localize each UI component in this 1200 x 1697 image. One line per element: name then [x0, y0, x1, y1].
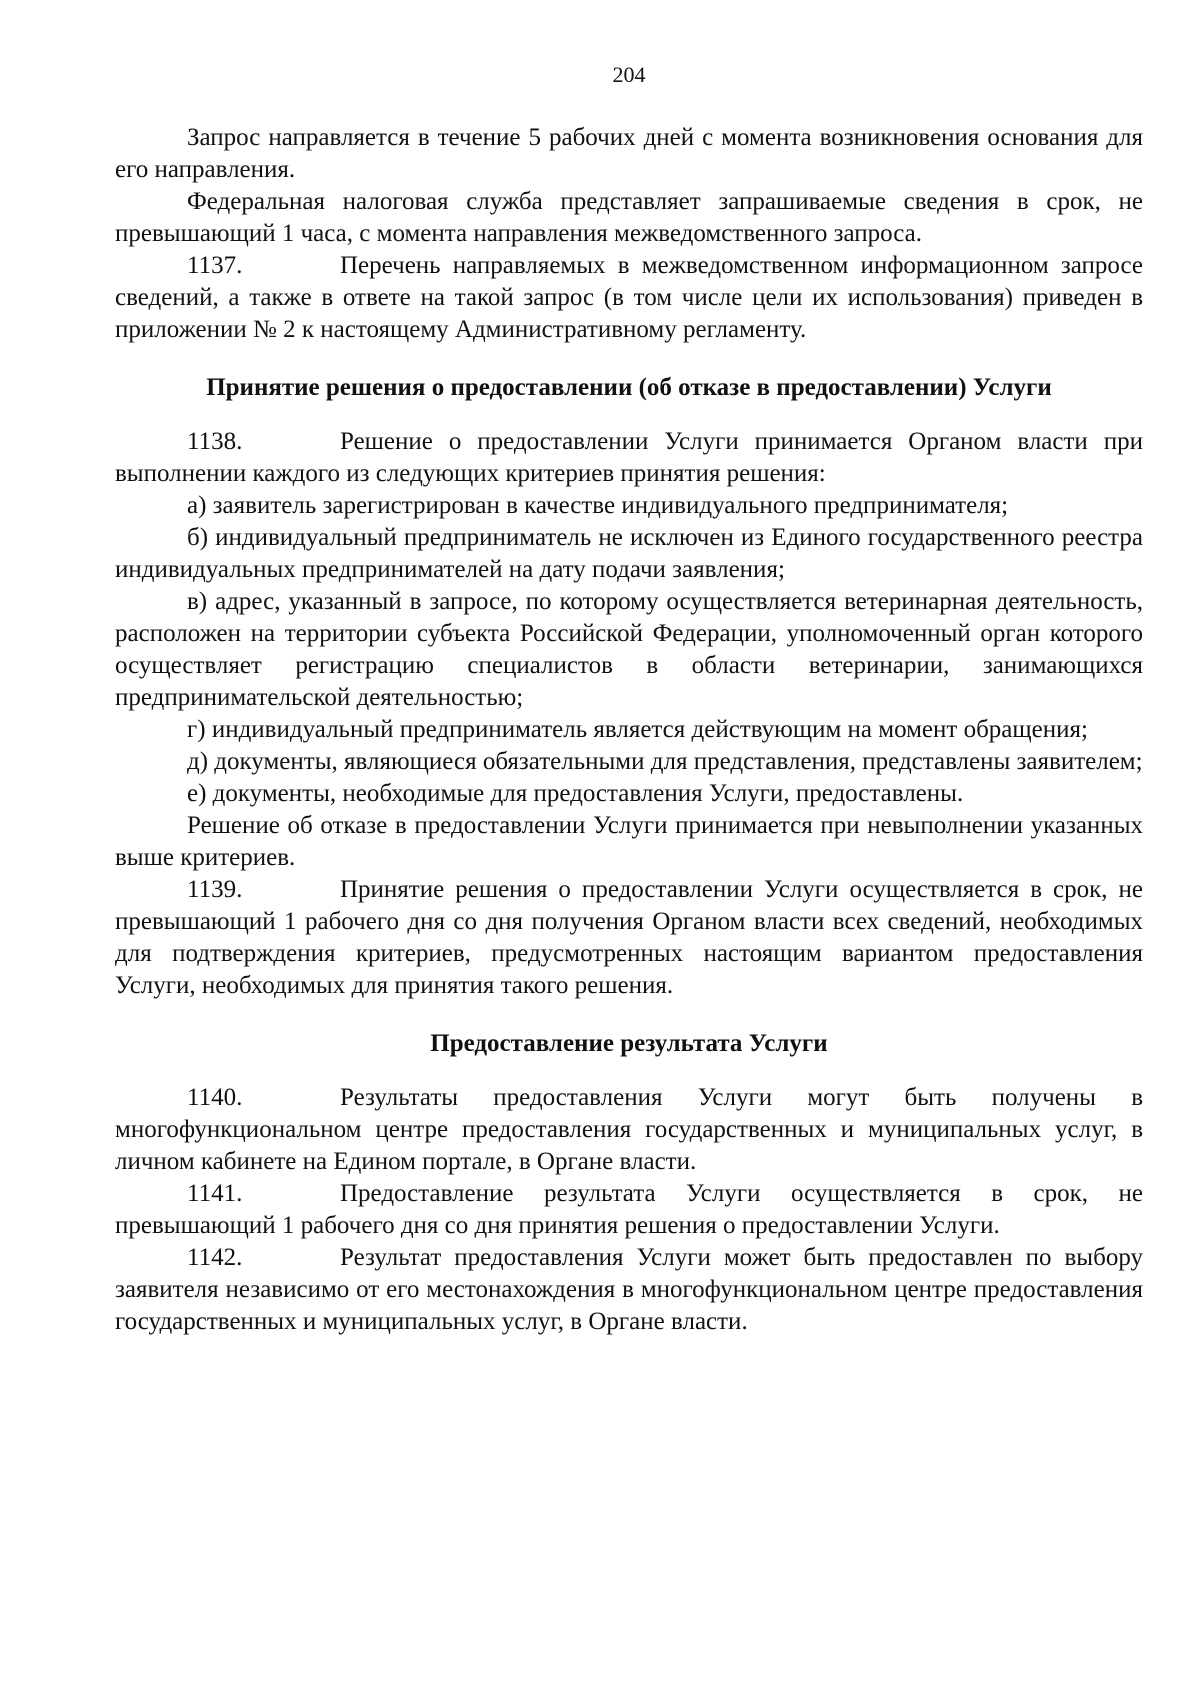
paragraph-1139 [115, 874, 1143, 1002]
page-number: 204 [612, 62, 646, 87]
paragraph-text: Принятие решения о предоставлении Услуги осуществляется в срок, не превышающий 1 рабочего дня со дня получения Органом власти всех сведений, необходимых для подтверждения критериев, предусмотренных настоящим вариантом предоставления Услуги, необходимых для принятия такого решения. [115, 876, 1143, 999]
paragraph-number: 1141. [187, 1180, 243, 1207]
paragraph-1141 [115, 1178, 1143, 1242]
paragraph-refusal: Решение об отказе в предоставлении Услуги принимается при невыполнении указанных выше критериев. [115, 812, 1143, 871]
paragraph-1138 [115, 426, 1143, 490]
criterion-d: д) документы, являющиеся обязательными для представления, представлены заявителем; [187, 748, 1143, 775]
paragraph-number: 1137. [187, 252, 243, 279]
criterion-g: г) индивидуальный предприниматель является действующим на момент обращения; [187, 716, 1088, 743]
section-heading-result: Предоставление результата Услуги [430, 1030, 828, 1057]
criterion-v: в) адрес, указанный в запросе, по которому осуществляется ветеринарная деятельность, расположен на территории субъекта Российской Федерации, уполномоченный орган которого осуществляет регистрацию специалистов в области ветеринарии, занимающихся предпринимательской деятельностью; [115, 588, 1143, 711]
paragraph-number: 1139. [187, 876, 243, 903]
paragraph-1140 [115, 1082, 1143, 1178]
paragraph-text: Результат предоставления Услуги может быть предоставлен по выбору заявителя независимо от его местонахождения в многофункциональном центре предоставления государственных и муниципальных услуг, в Органе власти. [115, 1244, 1143, 1335]
paragraph-text: Решение о предоставлении Услуги принимается Органом власти при выполнении каждого из следующих критериев принятия решения: [115, 428, 1143, 487]
paragraph-number: 1140. [187, 1084, 243, 1111]
criterion-e: е) документы, необходимые для предоставления Услуги, предоставлены. [187, 780, 964, 807]
paragraph-text: Перечень направляемых в межведомственном информационном запросе сведений, а также в ответе на такой запрос (в том числе цели их использования) приведен в приложении № 2 к настоящему Административному регламенту. [115, 252, 1143, 343]
paragraph-number: 1142. [187, 1244, 243, 1271]
criterion-b: б) индивидуальный предприниматель не исключен из Единого государственного реестра индивидуальных предпринимателей на дату подачи заявления; [115, 524, 1143, 583]
paragraph-1142 [115, 1242, 1143, 1338]
paragraph-request-deadline: Запрос направляется в течение 5 рабочих дней с момента возникновения основания для его направления. [115, 124, 1143, 183]
paragraph-tax-service: Федеральная налоговая служба представляет запрашиваемые сведения в срок, не превышающий 1 часа, с момента направления межведомственного запроса. [115, 188, 1143, 247]
paragraph-number: 1138. [187, 428, 243, 455]
paragraph-text: Результаты предоставления Услуги могут быть получены в многофункциональном центре предоставления государственных и муниципальных услуг, в личном кабинете на Едином портале, в Органе власти. [115, 1084, 1143, 1175]
paragraph-1137 [115, 250, 1143, 346]
criterion-a: а) заявитель зарегистрирован в качестве индивидуального предпринимателя; [187, 492, 1009, 519]
section-heading-decision: Принятие решения о предоставлении (об отказе в предоставлении) Услуги [206, 374, 1052, 401]
paragraph-text: Предоставление результата Услуги осуществляется в срок, не превышающий 1 рабочего дня со дня принятия решения о предоставлении Услуги. [115, 1180, 1143, 1239]
document-page [115, 62, 1143, 1338]
